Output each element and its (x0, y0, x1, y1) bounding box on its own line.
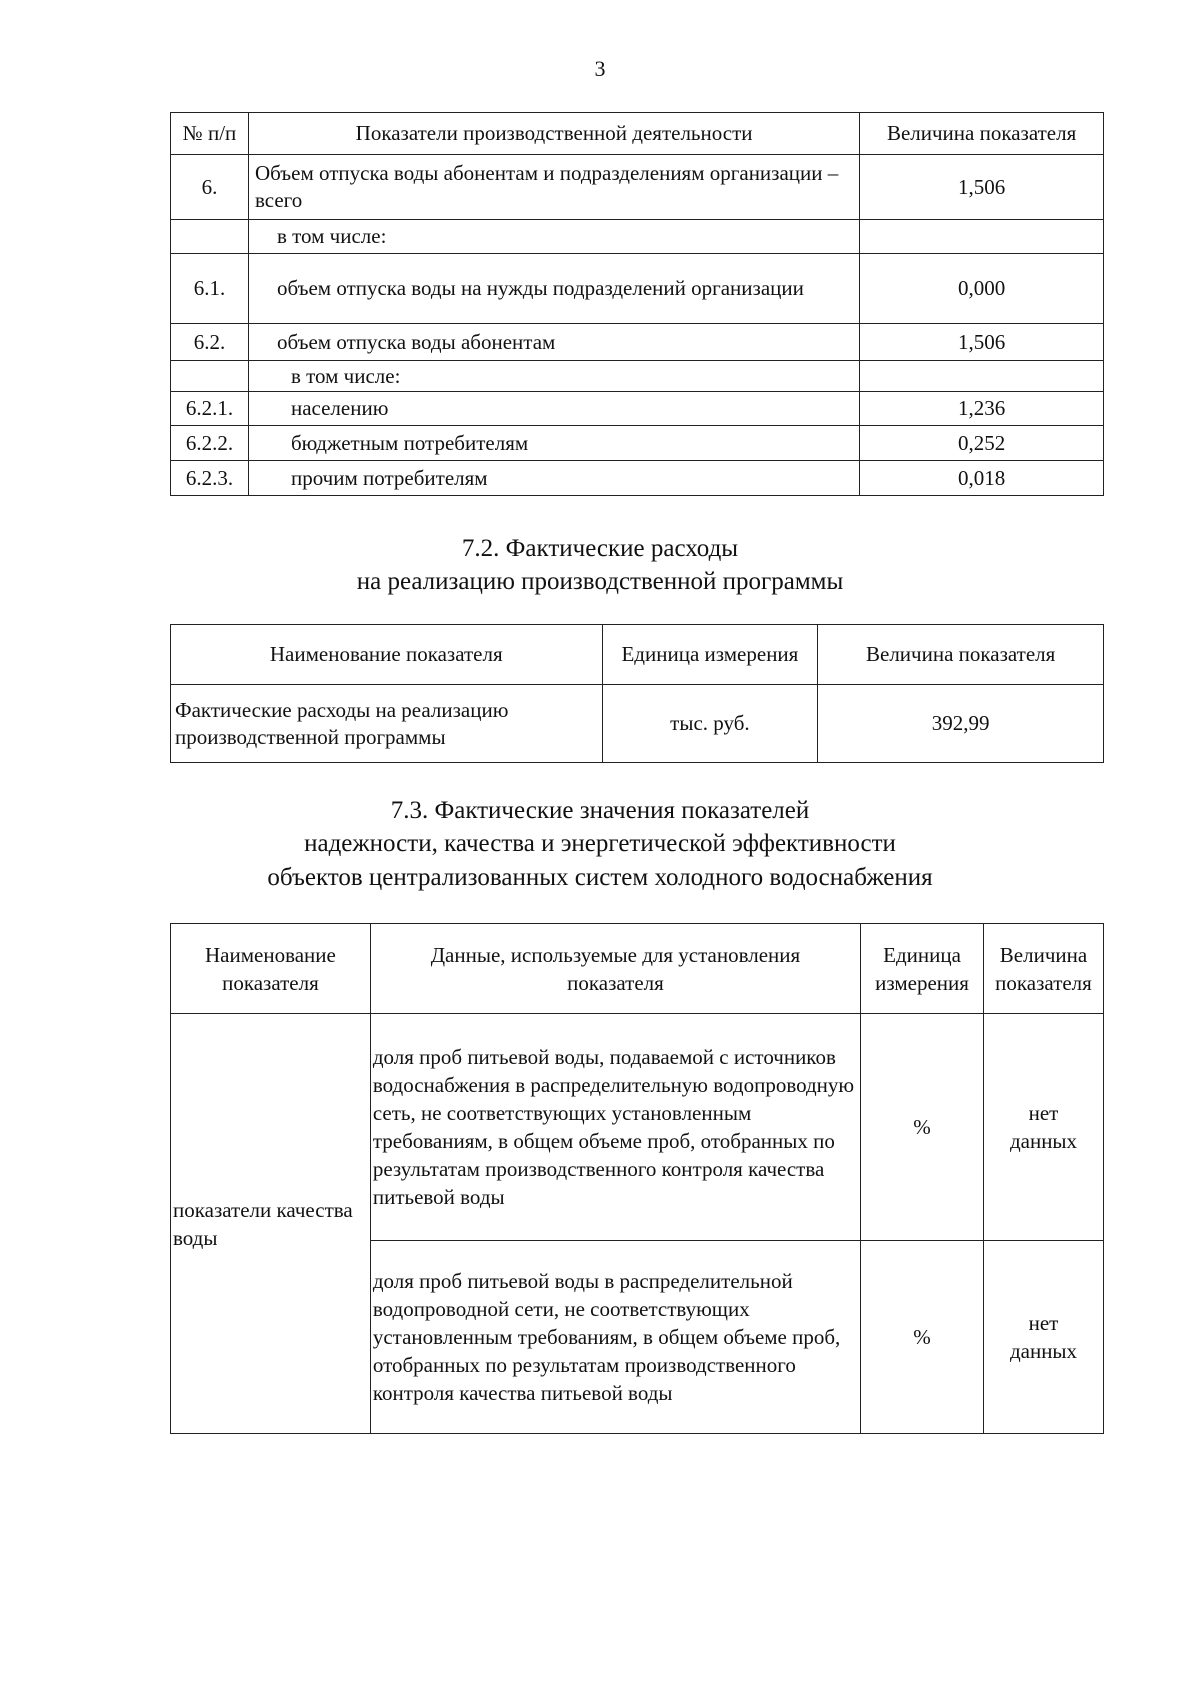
row-value (860, 220, 1104, 254)
row-number (171, 361, 249, 392)
table-row (171, 220, 1104, 254)
header-cell: Наименование показателя (171, 924, 371, 1014)
section-7-3-heading-line1: 7.3. Фактические значения показателей (390, 797, 810, 824)
table-row (171, 426, 1104, 461)
row-value: нет данных (984, 1241, 1104, 1434)
row-name: объем отпуска воды абонентам (248, 324, 859, 361)
row-unit: % (861, 1241, 984, 1434)
row-name: Объем отпуска воды абонентам и подразделениям организации – всего (248, 155, 859, 220)
row-number: 6.2. (171, 324, 249, 361)
table-row (171, 324, 1104, 361)
row-data: доля проб питьевой воды, подаваемой с источников водоснабжения в распределительную водопроводную сеть, не соответствующих установленным требованиям, в общем объеме проб, отобранных по результатам производственного контроля качества питьевой воды (370, 1014, 860, 1241)
row-value: 0,018 (860, 461, 1104, 496)
header-cell: Показатели производственной деятельности (248, 113, 859, 155)
table-row (171, 254, 1104, 324)
table-header-row (171, 113, 1104, 155)
row-value: 1,506 (860, 155, 1104, 220)
row-number: 6.1. (171, 254, 249, 324)
table-row (171, 155, 1104, 220)
table-row (171, 361, 1104, 392)
table-header-row (171, 625, 1104, 685)
table-row (171, 461, 1104, 496)
row-value: 1,236 (860, 392, 1104, 426)
row-value: 0,252 (860, 426, 1104, 461)
page-number: 3 (594, 56, 606, 81)
table-row (171, 1014, 1104, 1241)
header-cell: Наименование показателя (171, 625, 603, 685)
header-cell: Величина показателя (984, 924, 1104, 1014)
indicator-group-name: показатели качества воды (171, 1014, 371, 1434)
row-number: 6.2.1. (171, 392, 249, 426)
row-number: 6.2.2. (171, 426, 249, 461)
header-cell: Величина показателя (818, 625, 1104, 685)
row-name: Фактические расходы на реализацию производственной программы (171, 685, 603, 763)
header-cell: Величина показателя (860, 113, 1104, 155)
section-7-2-heading-line1: 7.2. Фактические расходы (461, 535, 739, 562)
table-header-row (171, 924, 1104, 1014)
row-name: прочим потребителям (248, 461, 859, 496)
row-value: 392,99 (818, 685, 1104, 763)
row-data: доля проб питьевой воды в распределительной водопроводной сети, не соответствующих установленным требованиям, в общем объеме проб, отобранных по результатам производственного контроля качества питьевой воды (370, 1241, 860, 1434)
header-cell: № п/п (171, 113, 249, 155)
row-name: бюджетным потребителям (248, 426, 859, 461)
row-name: населению (248, 392, 859, 426)
actual-expenses-table (170, 624, 1104, 763)
row-value: 0,000 (860, 254, 1104, 324)
row-unit: % (861, 1014, 984, 1241)
header-cell: Единица измерения (602, 625, 818, 685)
row-name: объем отпуска воды на нужды подразделений организации (248, 254, 859, 324)
row-name: в том числе: (248, 361, 859, 392)
water-quality-indicators-table (170, 923, 1104, 1434)
header-cell: Единица измерения (861, 924, 984, 1014)
production-indicators-table (170, 112, 1104, 496)
row-number (171, 220, 249, 254)
section-7-3-heading-line3: объектов централизованных систем холодного водоснабжения (267, 864, 933, 891)
header-cell: Данные, используемые для установления показателя (370, 924, 860, 1014)
row-value (860, 361, 1104, 392)
row-name: в том числе: (248, 220, 859, 254)
row-value: нет данных (984, 1014, 1104, 1241)
section-7-3-heading-line2: надежности, качества и энергетической эффективности (304, 830, 896, 857)
row-number: 6. (171, 155, 249, 220)
table-row (171, 685, 1104, 763)
table-row (171, 392, 1104, 426)
row-number: 6.2.3. (171, 461, 249, 496)
row-value: 1,506 (860, 324, 1104, 361)
row-unit: тыс. руб. (602, 685, 818, 763)
section-7-2-heading-line2: на реализацию производственной программы (356, 568, 844, 595)
